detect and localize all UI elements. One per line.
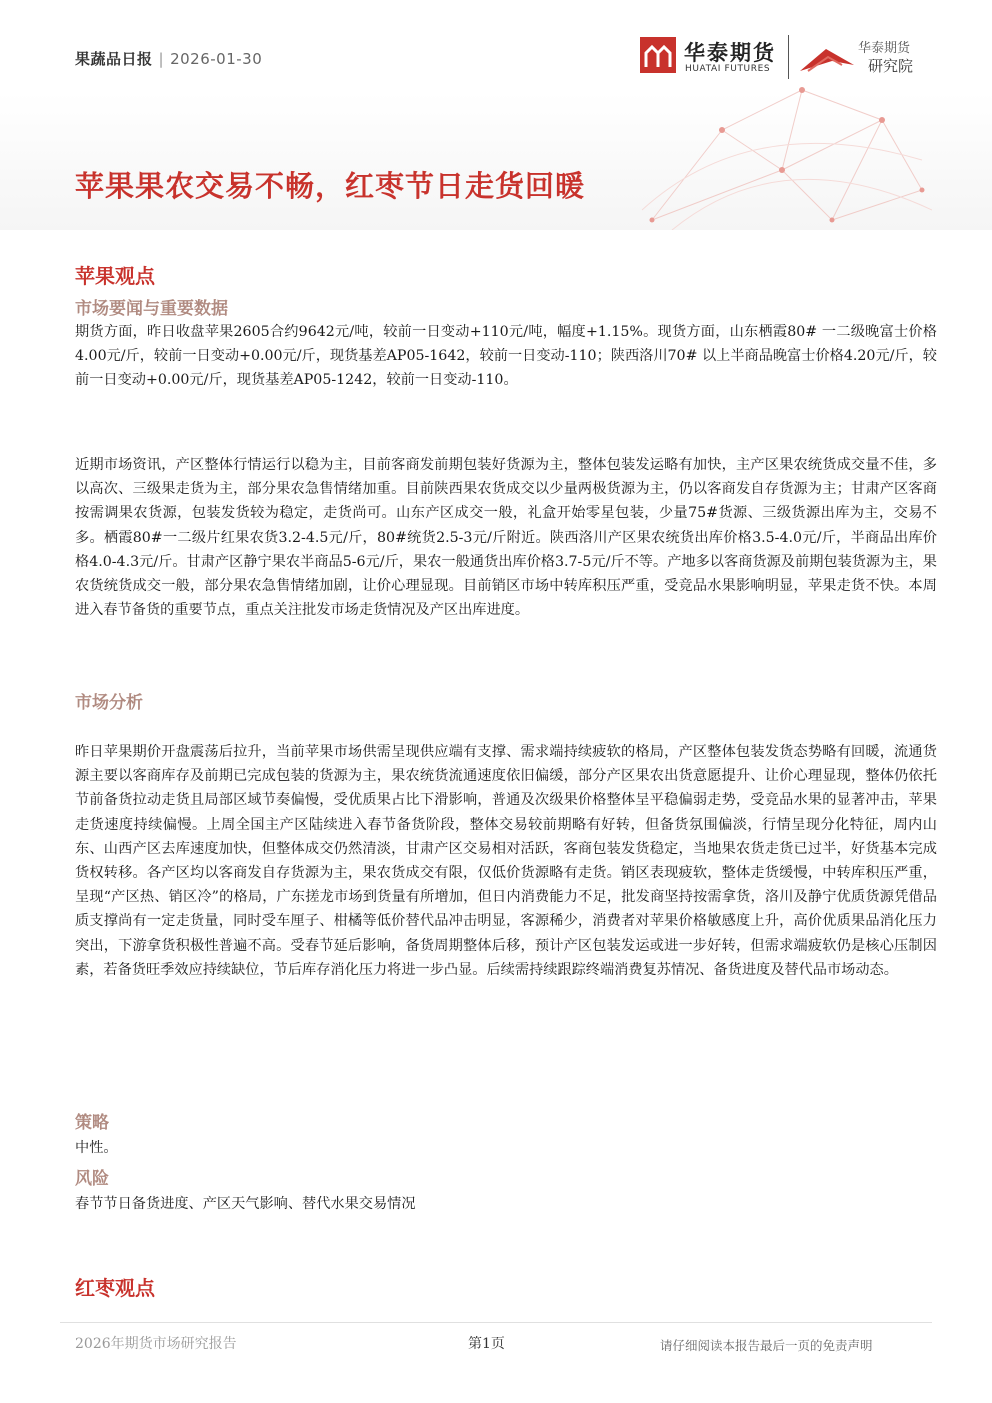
company-name-en: HUATAI FUTURES: [685, 64, 771, 74]
strategy-text: 中性。: [75, 1140, 118, 1156]
disclaimer-note: 请仔细阅读本报告最后一页的免责声明: [660, 1338, 873, 1353]
news-subheading: 市场要闻与重要数据: [75, 299, 228, 319]
company-name-cn: 华泰期货: [684, 41, 776, 65]
risk-heading: 风险: [75, 1169, 109, 1189]
report-name: 果蔬品日报: [75, 50, 153, 68]
brand-separator: |: [158, 50, 165, 68]
institute-logo-icon: [798, 43, 856, 75]
news-paragraph-1: 期货方面，昨日收盘苹果2605合约9642元/吨，较前一日变动+110元/吨，幅度+1.15%。现货方面，山东栖霞80# 一二级晚富士价格4.00元/斤，较前一日变动+0.00元/斤，现货基差AP05-1642，较前一日变动-110；陕西洛川70# 以上半商品晚富士价格4.20元/斤，较前一日变动+0.00元/斤，现货基差AP05-1242，较前一日变动-110。: [75, 324, 937, 389]
report-date: 2026-01-30: [170, 50, 263, 68]
report-brand-line: [75, 48, 262, 69]
footer-report-label: 2026年期货市场研究报告: [75, 1336, 237, 1352]
strategy-heading: 策略: [75, 1113, 109, 1133]
network-decoration-icon: [632, 70, 932, 230]
institute-name-line2: 研究院: [868, 57, 914, 75]
page-title: 苹果果农交易不畅，红枣节日走货回暖: [75, 169, 586, 203]
header-banner: [0, 0, 992, 230]
analysis-subheading: 市场分析: [75, 693, 143, 713]
institute-name-line1: 华泰期货: [858, 41, 911, 56]
risk-text: 春节节日备货进度、产区天气影响、替代水果交易情况: [75, 1196, 416, 1212]
huatai-logo-icon: [640, 37, 676, 73]
analysis-paragraph: 昨日苹果期价开盘震荡后拉升，当前苹果市场供需呈现供应端有支撑、需求端持续疲软的格局，产区整体包装发货态势略有回暖，流通货源主要以客商库存及前期已完成包装的货源为主，果农统货流通速度依旧偏缓，部分产区果农出货意愿提升、让价心理显现，整体仍依托节前备货拉动走货且局部区域节奏偏慢，受优质果占比下滑影响，普通及次级果价格整体呈平稳偏弱走势，受竞品水果的显著冲击，苹果走货速度持续偏慢。上周全国主产区陆续进入春节备货阶段，整体交易较前期略有好转，但备货氛围偏淡，行情呈现分化特征，周内山东、山西产区去库速度加快，但整体成交仍然清淡，甘肃产区交易相对活跃，客商包装发货稳定，当地果农货走货已过半，好货基本完成货权转移。各产区均以客商发自存货源为主，果农货成交有限，仅低价货源略有走货。销区表现疲软，整体走货缓慢，中转库积压严重，呈现“产区热、销区冷”的格局，广东搓龙市场到货量有所增加，但日内消费能力不足，批发商坚持按需拿货，洛川及静宁优质货源凭借品质支撑尚有一定走货量，同时受车厘子、柑橘等低价替代品冲击明显，客源稀少，消费者对苹果价格敏感度上升，高价优质果品消化压力突出，下游拿货积极性普遍不高。受春节延后影响，备货周期整体后移，预计产区包装发运或进一步好转，但需求端疲软仍是核心压制因素，若备货旺季效应持续缺位，节后库存消化压力将进一步凸显。后续需持续跟踪终端消费复苏情况、备货进度及替代品市场动态。: [75, 744, 937, 978]
logo-divider: [788, 35, 789, 79]
news-paragraph-2: 近期市场资讯，产区整体行情运行以稳为主，目前客商发前期包装好货源为主，整体包装发运略有加快，主产区果农统货成交量不佳，多以高次、三级果走货为主，部分果农急售情绪加重。目前陕西果农货成交以少量两极货源为主，仍以客商发自存货源为主；甘肃产区客商按需调果农货源，包装发货较为稳定，走货尚可。山东产区成交一般，礼盒开始零星包装，少量75#货源、三级货源出库为主，交易不多。栖霞80#一二级片红果农货3.2-4.5元/斤，80#统货2.5-3元/斤附近。陕西洛川产区果农统货出库价格3.5-4.0元/斤，半商品出库价格4.0-4.3元/斤。甘肃产区静宁果农半商品5-6元/斤，果农一般通货出库价格3.7-5元/斤不等。产地多以客商货源及前期包装货源为主，果农货统货成交一般，部分果农急售情绪加剧，让价心理显现。目前销区市场中转库积压严重，受竞品水果影响明显，苹果走货不快。本周进入春节备货的重要节点，重点关注批发市场走货情况及产区出库进度。: [75, 457, 937, 619]
footer-divider: [60, 1322, 932, 1323]
apple-section-heading: 苹果观点: [75, 264, 155, 288]
company-logo-area: [640, 33, 930, 83]
page-number: 第1页: [468, 1336, 505, 1352]
jujube-section-heading: 红枣观点: [75, 1276, 155, 1300]
